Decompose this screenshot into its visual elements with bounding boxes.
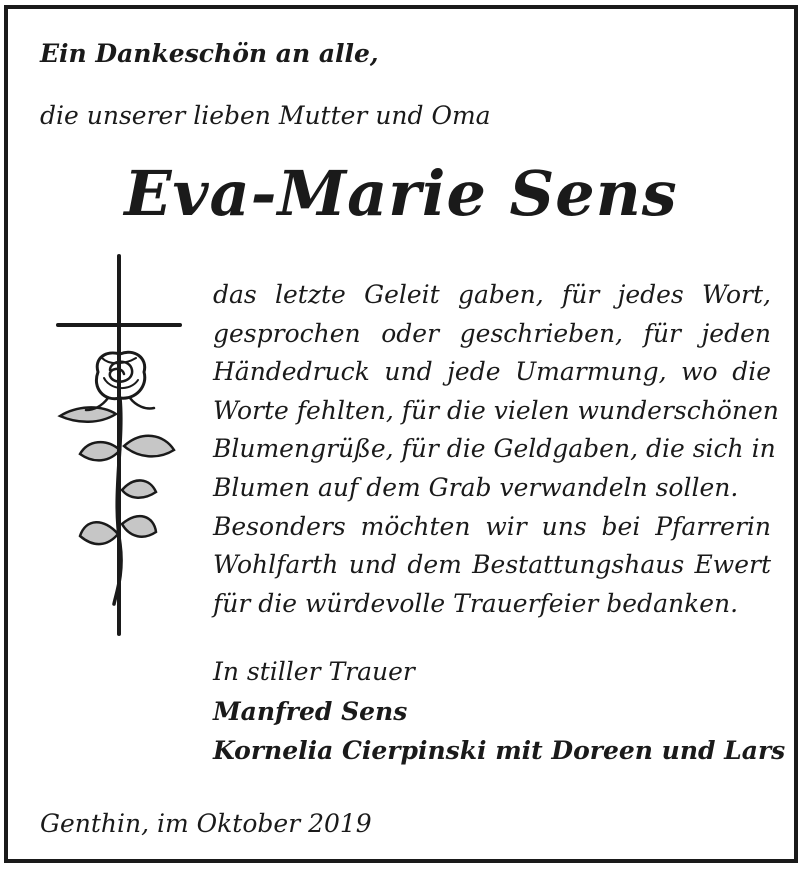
- obituary-notice: [4, 5, 798, 863]
- intro-line: die unserer lieben Mutter und Oma: [40, 101, 491, 130]
- deceased-name: Eva-Marie Sens: [124, 157, 678, 230]
- signer-name: Kornelia Cierpinski mit Doreen und Lars: [213, 736, 786, 765]
- body-line: für die würdevolle Trauerfeier bedanken.: [213, 588, 739, 618]
- cross-with-rose-icon: [50, 254, 186, 639]
- body-line: Händedruck und jede Umarmung, wo die: [213, 357, 771, 387]
- thanks-heading: Ein Dankeschön an alle,: [40, 39, 379, 68]
- thanks-body: [213, 276, 779, 623]
- body-line: Blumen auf dem Grab verwandeln sollen.: [213, 472, 739, 502]
- body-line: Worte fehlten, für die vielen wunderschönen: [213, 395, 779, 425]
- body-line: das letzte Geleit gaben, für jedes Wort,: [213, 280, 771, 309]
- body-line: gesprochen oder geschrieben, für jeden: [213, 318, 771, 348]
- signer-name: Manfred Sens: [213, 697, 408, 726]
- body-line: Besonders möchten wir uns bei Pfarrerin: [213, 511, 771, 541]
- place-date: Genthin, im Oktober 2019: [40, 809, 372, 838]
- signature-intro: In stiller Trauer: [213, 657, 415, 686]
- body-line: Wohlfarth und dem Bestattungshaus Ewert: [213, 550, 771, 580]
- body-line: Blumengrüße, für die Geldgaben, die sich in: [213, 434, 776, 464]
